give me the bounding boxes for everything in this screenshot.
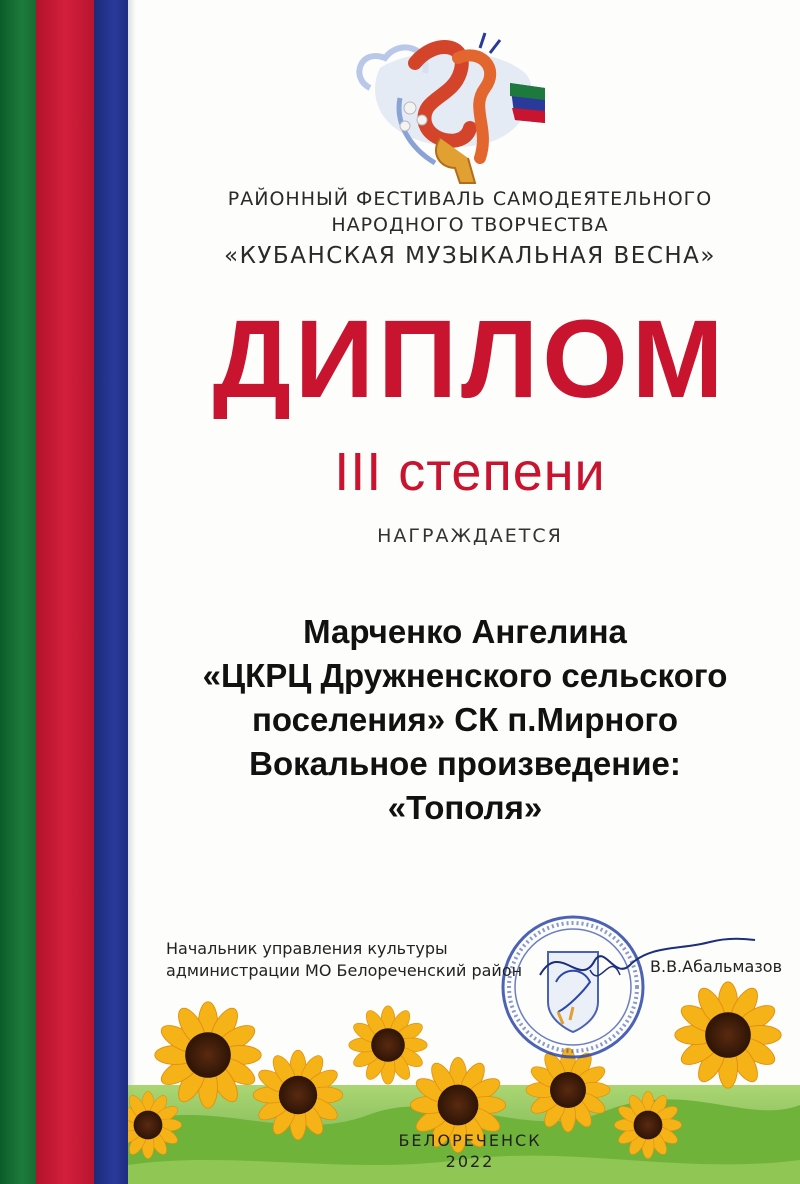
work-title: «Тополя»	[387, 789, 543, 826]
recipient-org-line-2: поселения» СК п.Мирного	[252, 701, 678, 738]
festival-logo-icon	[340, 28, 560, 188]
work-label: Вокальное произведение:	[249, 745, 681, 782]
awarded-label: НАГРАЖДАЕТСЯ	[377, 525, 563, 547]
signature-position-line-2: администрации МО Белореченский район	[166, 961, 523, 980]
signature-name: В.В.Абальмазов	[650, 957, 782, 976]
footer-city: БЕЛОРЕЧЕНСК	[398, 1131, 542, 1150]
festival-name: «КУБАНСКАЯ МУЗЫКАЛЬНАЯ ВЕСНА»	[224, 243, 716, 269]
signature-position-line-1: Начальник управления культуры	[166, 939, 448, 958]
flag-stripe-blue	[94, 0, 128, 1184]
festival-heading	[140, 186, 800, 272]
footer-year: 2022	[445, 1152, 495, 1171]
flag-stripe-green	[0, 0, 36, 1184]
flag-stripe-red	[36, 0, 94, 1184]
diploma-title: ДИПЛОМ	[212, 298, 728, 421]
recipient-name: Марченко Ангелина	[303, 613, 627, 650]
recipient-org-line-1: «ЦКРЦ Дружненского сельского	[202, 657, 728, 694]
festival-line-2: НАРОДНОГО ТВОРЧЕСТВА	[331, 214, 609, 236]
signature-position	[166, 938, 522, 982]
recipient-block	[140, 610, 790, 830]
festival-line-1: РАЙОННЫЙ ФЕСТИВАЛЬ САМОДЕЯТЕЛЬНОГО	[227, 188, 713, 210]
diploma-degree: III степени	[334, 442, 606, 502]
